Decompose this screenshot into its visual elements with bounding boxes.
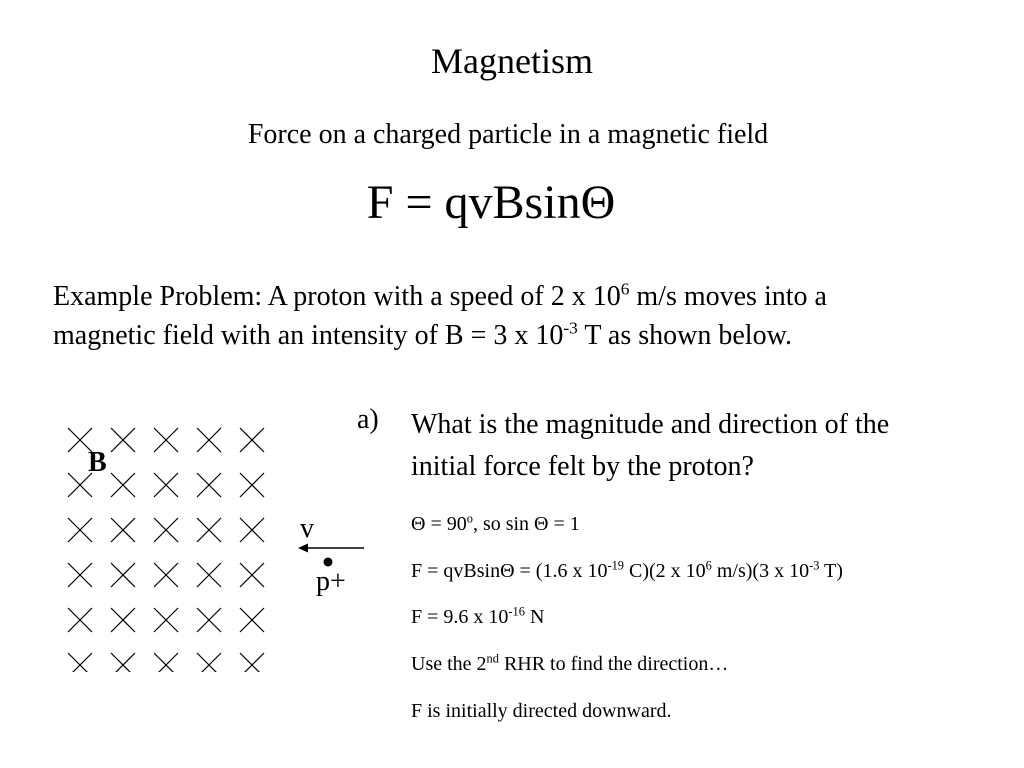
field-cross-icon (197, 518, 221, 542)
field-cross-icon (68, 563, 92, 587)
field-cross-icon (197, 428, 221, 452)
field-cross-icon (68, 518, 92, 542)
force-formula: F = qvBsinΘ (366, 176, 616, 229)
field-cross-icon (240, 608, 264, 632)
velocity-label: v (300, 513, 314, 544)
problem-line-1: Example Problem: A proton with a speed of 2 x $10^6$ m/s moves into a (53, 279, 827, 312)
solution-step-angle: $\Theta = 90^o$, so sin Θ = 1 (411, 511, 580, 535)
field-cross-icon (240, 653, 264, 672)
question-marker: a) (357, 404, 379, 435)
field-cross-icon (154, 428, 178, 452)
field-cross-icon (154, 608, 178, 632)
slide-subtitle: Force on a charged particle in a magnetic field (247, 119, 769, 150)
field-cross-icon (154, 563, 178, 587)
field-cross-icon (154, 518, 178, 542)
field-cross-icon (111, 653, 135, 672)
problem-statement (53, 277, 827, 355)
slide-title: Magnetism (431, 41, 593, 81)
field-cross-icon (197, 653, 221, 672)
field-cross-icon (197, 563, 221, 587)
proton-label: p+ (316, 566, 346, 597)
field-cross-icon (111, 473, 135, 497)
field-cross-icon (240, 518, 264, 542)
field-cross-icon (68, 653, 92, 672)
solution-step-result: F = 9.6 x $10^{-16}$ N (411, 604, 545, 628)
field-cross-icon (154, 653, 178, 672)
field-cross-icon (111, 563, 135, 587)
field-cross-icon (197, 473, 221, 497)
question-line-1: What is the magnitude and direction of the (411, 409, 890, 440)
field-cross-icon (111, 608, 135, 632)
problem-line-2: magnetic field with an intensity of B = 3 x $10^{-3}$ T as shown below. (53, 318, 792, 351)
solution-step-direction: F is initially directed downward. (411, 700, 672, 722)
field-cross-icon (240, 473, 264, 497)
solution-step-substitution: F = qvBsinΘ = (1.6 x $10^{-19}$ C)(2 x $10^6$ m/s)(3 x $10^{-3}$ T) (411, 558, 843, 582)
field-cross-icon (111, 518, 135, 542)
field-cross-icon (68, 608, 92, 632)
question-line-2: initial force felt by the proton? (411, 451, 754, 482)
field-cross-icon (154, 473, 178, 497)
solution-step-rhr: Use the 2nd RHR to find the direction… (411, 651, 729, 675)
field-cross-icon (240, 563, 264, 587)
field-cross-icon (197, 608, 221, 632)
question-text (411, 404, 889, 488)
field-cross-icon (240, 428, 264, 452)
field-label: B (88, 447, 107, 478)
field-cross-icon (111, 428, 135, 452)
